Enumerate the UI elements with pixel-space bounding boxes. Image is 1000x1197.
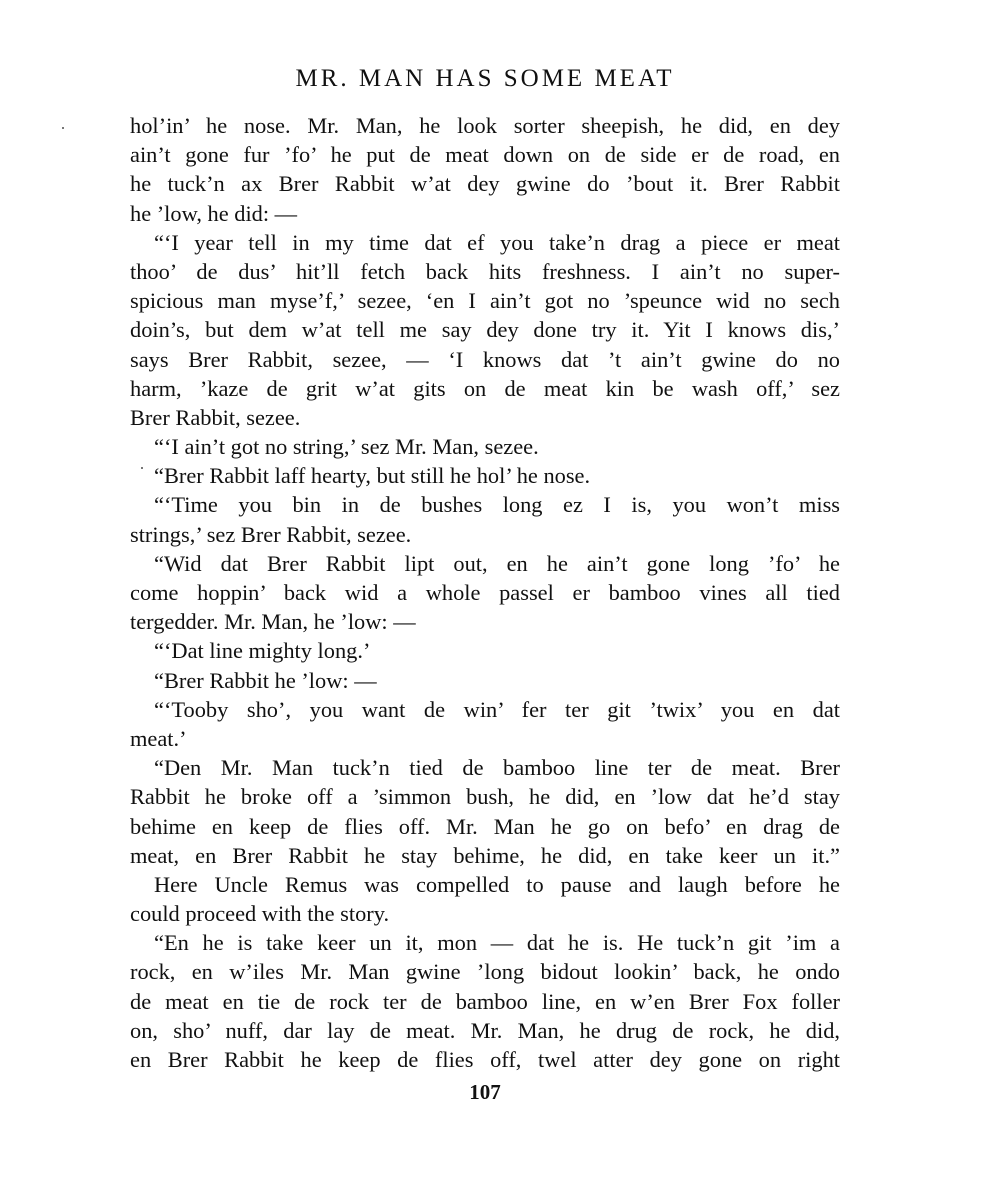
body-text [130, 111, 840, 1074]
text-line: “‘Dat line mighty long.’ [154, 638, 371, 664]
text-line: strings,’ sez Brer Rabbit, sezee. [130, 521, 412, 547]
text-line: ain’t gone fur ’fo’ he put de meat down on de side er de road, en [130, 142, 840, 168]
text-line: rock, en w’iles Mr. Man gwine ’long bidout lookin’ back, he ondo [130, 959, 840, 985]
text-line: en Brer Rabbit he keep de flies off, twel atter dey gone on right [130, 1047, 840, 1072]
text-line: hol’in’ he nose. Mr. Man, he look sorter sheepish, he did, en dey [130, 113, 840, 138]
text-line: on, sho’ nuff, dar lay de meat. Mr. Man, he drug de rock, he did, [130, 1017, 840, 1043]
text-line: meat, en Brer Rabbit he stay behime, he did, en take keer un it.” [130, 842, 840, 868]
text-line: thoo’ de dus’ hit’ll fetch back hits freshness. I ain’t no super- [130, 258, 840, 284]
scan-speck [141, 467, 143, 469]
text-line: “Brer Rabbit laff hearty, but still he hol’ he nose. [154, 463, 591, 489]
text-line: spicious man myse’f,’ sezee, ‘en I ain’t got no ’speunce wid no sech [130, 288, 840, 314]
text-line: harm, ’kaze de grit w’at gits on de meat kin be wash off,’ sez [130, 375, 840, 401]
page-number: 107 [469, 1080, 501, 1104]
text-line: de meat en tie de rock ter de bamboo line, en w’en Brer Fox foller [130, 988, 840, 1014]
text-line: “En he is take keer un it, mon — dat he is. He tuck’n git ’im a [154, 930, 840, 956]
text-line: Brer Rabbit, sezee. [130, 404, 301, 430]
text-line: “Brer Rabbit he ’low: — [154, 667, 377, 693]
scan-speck [62, 127, 64, 129]
text-line: “Den Mr. Man tuck’n tied de bamboo line ter de meat. Brer [154, 755, 840, 781]
text-line: “‘Time you bin in de bushes long ez I is, you won’t miss [154, 492, 840, 518]
text-line: he ’low, he did: — [130, 200, 298, 226]
text-line: “‘I year tell in my time dat ef you take’n drag a piece er meat [154, 229, 840, 255]
text-line: he tuck’n ax Brer Rabbit w’at dey gwine do ’bout it. Brer Rabbit [130, 171, 840, 197]
text-line: “‘Tooby sho’, you want de win’ fer ter git ’twix’ you en dat [154, 696, 840, 722]
text-line: Rabbit he broke off a ’simmon bush, he did, en ’low dat he’d stay [130, 784, 840, 810]
running-head: MR. MAN HAS SOME MEAT [295, 65, 675, 92]
text-line: behime en keep de flies off. Mr. Man he go on befo’ en drag de [130, 813, 840, 839]
text-line: doin’s, but dem w’at tell me say dey done try it. Yit I knows dis,’ [130, 317, 840, 343]
text-line: come hoppin’ back wid a whole passel er bamboo vines all tied [130, 580, 840, 605]
text-line: says Brer Rabbit, sezee, — ‘I knows dat ’t ain’t gwine do no [130, 346, 840, 372]
text-line: could proceed with the story. [130, 901, 390, 927]
text-line: “‘I ain’t got no string,’ sez Mr. Man, sezee. [154, 434, 539, 460]
text-line: Here Uncle Remus was compelled to pause and laugh before he [154, 871, 840, 897]
text-line: meat.’ [130, 725, 187, 751]
text-line: “Wid dat Brer Rabbit lipt out, en he ain’t gone long ’fo’ he [154, 550, 840, 576]
text-line: tergedder. Mr. Man, he ’low: — [130, 609, 416, 635]
